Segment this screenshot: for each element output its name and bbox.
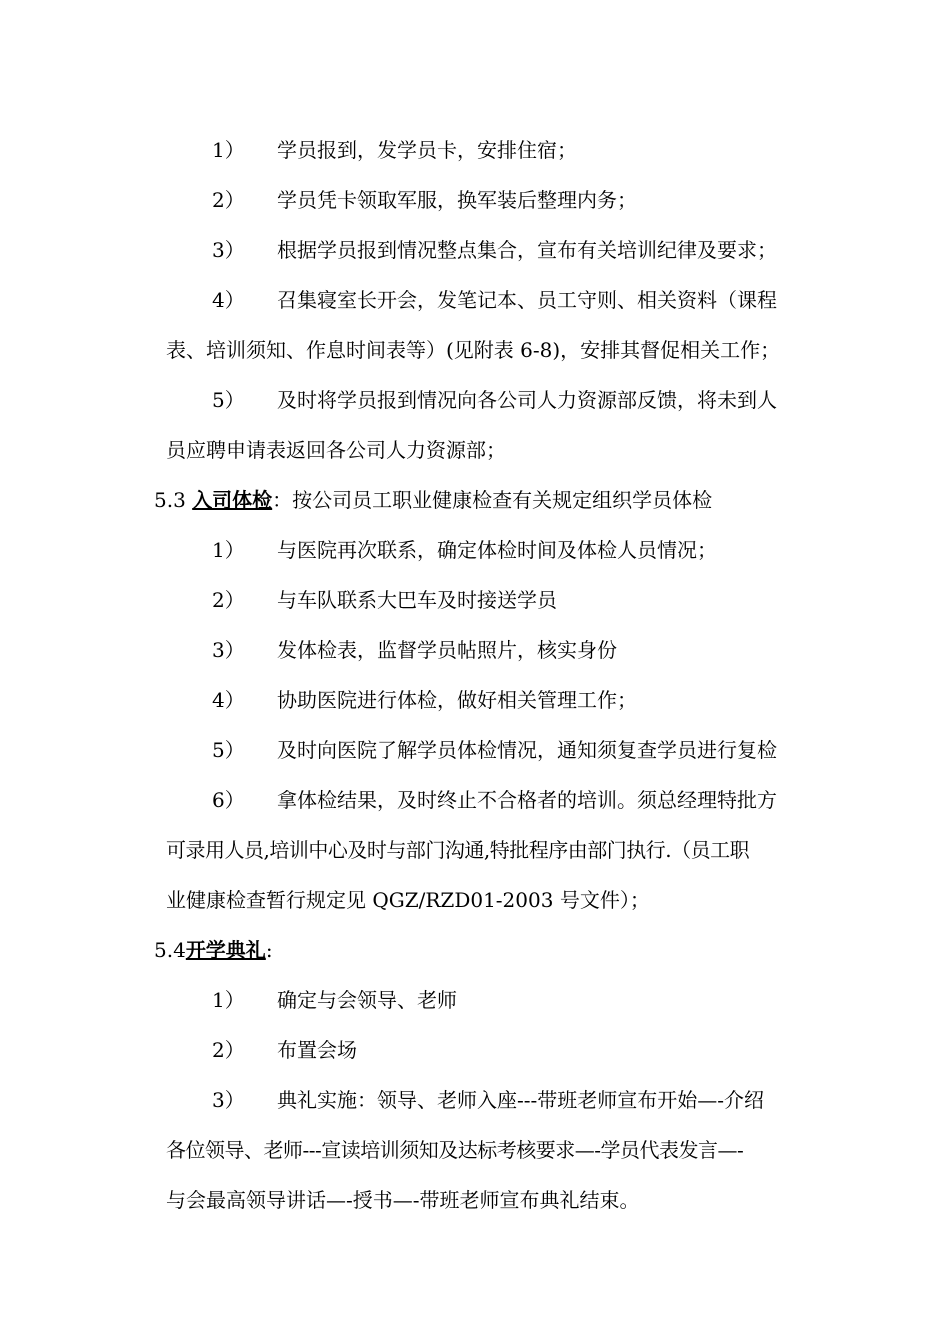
item-number: 5） [212, 738, 245, 762]
item-text-continuation: 可录用人员,培训中心及时与部门沟通,特批程序由部门执行.（员工职 [166, 838, 750, 862]
section-title: 入司体检 [192, 488, 273, 512]
item-text: 布置会场 [277, 1038, 357, 1062]
item-text-continuation: 各位领导、老师---宣读培训须知及达标考核要求—-学员代表发言—- [166, 1138, 744, 1162]
section-number: 5.4 [154, 938, 186, 962]
item-number: 5） [212, 388, 245, 412]
item-text: 根据学员报到情况整点集合，宣布有关培训纪律及要求； [277, 238, 777, 262]
item-text: 及时将学员报到情况向各公司人力资源部反馈，将未到人 [277, 388, 777, 412]
item-number: 2） [212, 188, 245, 212]
item-number: 3） [212, 638, 245, 662]
item-number: 3） [212, 1088, 245, 1112]
section-description: : [265, 938, 273, 962]
item-text-continuation: 业健康检查暂行规定见 QGZ/RZD01-2003 号文件）； [166, 888, 650, 912]
item-text: 及时向医院了解学员体检情况，通知须复查学员进行复检 [277, 738, 777, 762]
item-text: 与车队联系大巴车及时接送学员 [277, 588, 557, 612]
item-text: 学员凭卡领取军服，换军装后整理内务； [277, 188, 637, 212]
item-text: 确定与会领导、老师 [277, 988, 457, 1012]
item-text: 召集寝室长开会，发笔记本、员工守则、相关资料（课程 [277, 288, 777, 312]
item-text-continuation: 表、培训须知、作息时间表等）(见附表 6-8)，安排其督促相关工作； [166, 338, 781, 362]
item-text: 学员报到，发学员卡，安排住宿； [277, 138, 577, 162]
item-text: 拿体检结果，及时终止不合格者的培训。须总经理特批方 [277, 788, 777, 812]
item-number: 2） [212, 1038, 245, 1062]
item-text: 发体检表，监督学员帖照片，核实身份 [277, 638, 617, 662]
item-text: 与医院再次联系，确定体检时间及体检人员情况； [277, 538, 717, 562]
item-number: 4） [212, 288, 245, 312]
item-number: 1） [212, 138, 245, 162]
section-title: 开学典礼 [185, 938, 266, 962]
item-text-continuation: 员应聘申请表返回各公司人力资源部； [166, 438, 506, 462]
item-number: 1） [212, 538, 245, 562]
item-number: 2） [212, 588, 245, 612]
item-text: 典礼实施：领导、老师入座---带班老师宣布开始—-介绍 [277, 1088, 765, 1112]
item-number: 3） [212, 238, 245, 262]
section-number: 5.3 [154, 488, 186, 512]
item-text: 协助医院进行体检，做好相关管理工作； [277, 688, 637, 712]
item-text-continuation: 与会最高领导讲话—-授书—-带班老师宣布典礼结束。 [166, 1188, 640, 1212]
item-number: 6） [212, 788, 245, 812]
section-description: ：按公司员工职业健康检查有关规定组织学员体检 [272, 488, 713, 512]
item-number: 1） [212, 988, 245, 1012]
item-number: 4） [212, 688, 245, 712]
